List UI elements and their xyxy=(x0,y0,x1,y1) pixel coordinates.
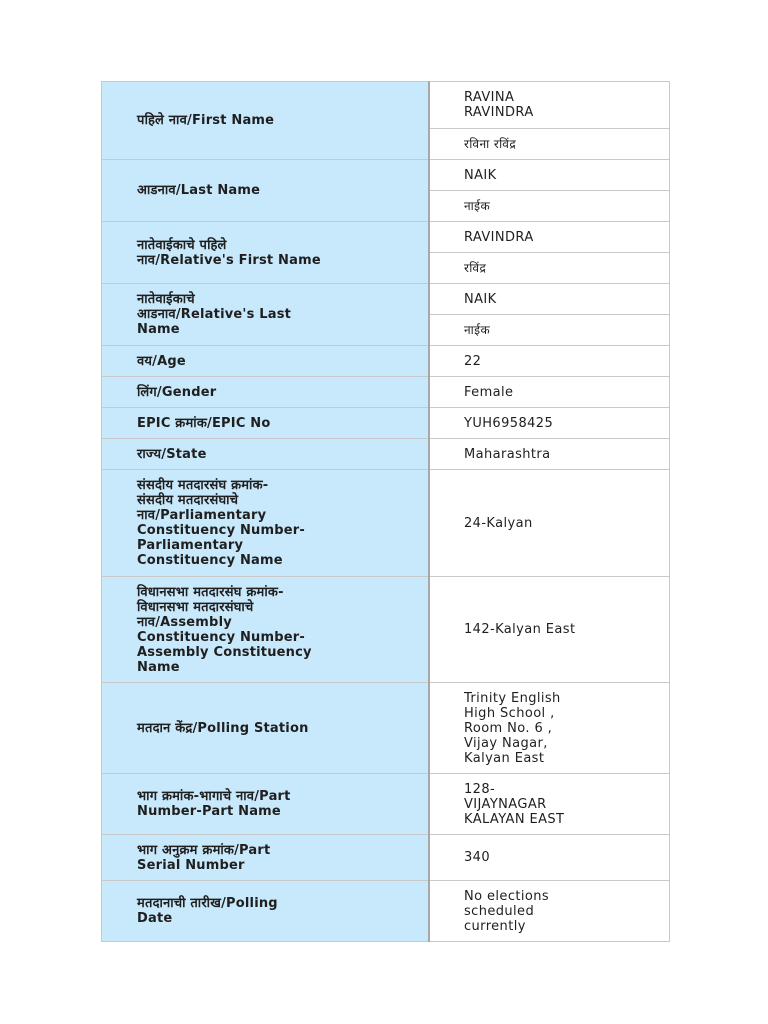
row-part-number-name xyxy=(102,774,670,835)
state-value-cell xyxy=(429,439,670,470)
last-name-value: NAIK xyxy=(464,167,497,183)
last-name-value-cell xyxy=(429,160,670,191)
part-serial-number-label-cell xyxy=(102,835,430,881)
row-relative-first-name xyxy=(102,222,670,253)
first-name-label: पहिले नाव/First Name xyxy=(137,113,275,128)
relative-first-name-marathi-value: रविंद्र xyxy=(464,260,487,275)
age-value: 22 xyxy=(464,353,482,369)
row-state xyxy=(102,439,670,470)
relative-first-name-value-cell xyxy=(429,222,670,253)
state-label-cell xyxy=(102,439,430,470)
polling-station-value: Trinity English High School , Room No. 6 , Vijay Nagar, Kalyan East xyxy=(464,690,561,766)
assembly-constituency-value: 142-Kalyan East xyxy=(464,622,576,637)
row-parliamentary-constituency xyxy=(102,470,670,577)
assembly-constituency-label: विधानसभा मतदारसंघ क्रमांक- विधानसभा मतदारसंघाचे नाव/Assembly Constituency Number- Assembly Constituency Name xyxy=(137,584,312,675)
relative-last-name-marathi-value: नाईक xyxy=(464,322,491,337)
part-number-name-value: 128- VIJAYNAGAR KALAYAN EAST xyxy=(464,781,565,827)
first-name-value: RAVINA RAVINDRA xyxy=(464,90,534,120)
part-serial-number-value: 340 xyxy=(464,850,491,865)
age-label-cell xyxy=(102,346,430,377)
row-gender xyxy=(102,377,670,408)
part-number-name-label-cell xyxy=(102,774,430,835)
voter-details-table xyxy=(101,81,670,942)
row-last-name xyxy=(102,160,670,191)
relative-first-name-value: RAVINDRA xyxy=(464,229,534,245)
row-relative-last-name xyxy=(102,284,670,315)
row-epic-no xyxy=(102,408,670,439)
epic-no-value: YUH6958425 xyxy=(464,415,554,431)
relative-first-name-label-cell xyxy=(102,222,430,284)
row-first-name xyxy=(102,82,670,129)
gender-label: लिंग/Gender xyxy=(137,384,217,400)
last-name-marathi-cell xyxy=(429,191,670,222)
assembly-constituency-label-cell xyxy=(102,577,430,683)
row-polling-date xyxy=(102,881,670,942)
epic-no-label-cell xyxy=(102,408,430,439)
relative-last-name-label-cell xyxy=(102,284,430,346)
parliamentary-constituency-value: 24-Kalyan xyxy=(464,515,533,531)
gender-label-cell xyxy=(102,377,430,408)
first-name-marathi-value: रविना रविंद्र xyxy=(464,136,517,151)
part-number-name-label: भाग क्रमांक-भागाचे नाव/Part Number-Part Name xyxy=(137,789,291,819)
part-serial-number-value-cell xyxy=(429,835,670,881)
age-label: वय/Age xyxy=(137,353,186,369)
polling-date-value-cell xyxy=(429,881,670,942)
polling-station-label-cell xyxy=(102,683,430,774)
polling-station-label: मतदान केंद्र/Polling Station xyxy=(137,720,309,736)
polling-station-value-cell xyxy=(429,683,670,774)
relative-last-name-value-cell xyxy=(429,284,670,315)
first-name-label-cell xyxy=(102,82,430,160)
state-label: राज्य/State xyxy=(137,446,207,462)
epic-no-value-cell xyxy=(429,408,670,439)
relative-last-name-label: नातेवाईकाचे आडनाव/Relative's Last Name xyxy=(137,292,292,337)
first-name-value-cell xyxy=(429,82,670,129)
age-value-cell xyxy=(429,346,670,377)
relative-last-name-marathi-cell xyxy=(429,315,670,346)
polling-date-value: No elections scheduled currently xyxy=(464,888,550,934)
relative-last-name-value: NAIK xyxy=(464,291,497,307)
epic-no-label: EPIC क्रमांक/EPIC No xyxy=(137,415,271,431)
relative-first-name-label: नातेवाईकाचे पहिले नाव/Relative's First Name xyxy=(137,237,321,268)
gender-value: Female xyxy=(464,384,514,400)
assembly-constituency-value-cell xyxy=(429,577,670,683)
parliamentary-constituency-label-cell xyxy=(102,470,430,577)
row-age xyxy=(102,346,670,377)
part-number-name-value-cell xyxy=(429,774,670,835)
relative-first-name-marathi-cell xyxy=(429,253,670,284)
polling-date-label-cell xyxy=(102,881,430,942)
gender-value-cell xyxy=(429,377,670,408)
last-name-label-cell xyxy=(102,160,430,222)
row-assembly-constituency xyxy=(102,577,670,683)
last-name-label: आडनाव/Last Name xyxy=(137,183,261,198)
first-name-marathi-cell xyxy=(429,129,670,160)
state-value: Maharashtra xyxy=(464,446,551,462)
parliamentary-constituency-label: संसदीय मतदारसंघ क्रमांक- संसदीय मतदारसंघाचे नाव/Parliamentary Constituency Number- Parliamentary Constituency Name xyxy=(137,478,305,568)
polling-date-label: मतदानाची तारीख/Polling Date xyxy=(137,896,278,926)
parliamentary-constituency-value-cell xyxy=(429,470,670,577)
last-name-marathi-value: नाईक xyxy=(464,198,491,213)
part-serial-number-label: भाग अनुक्रम क्रमांक/Part Serial Number xyxy=(137,842,271,873)
row-part-serial-number xyxy=(102,835,670,881)
row-polling-station xyxy=(102,683,670,774)
